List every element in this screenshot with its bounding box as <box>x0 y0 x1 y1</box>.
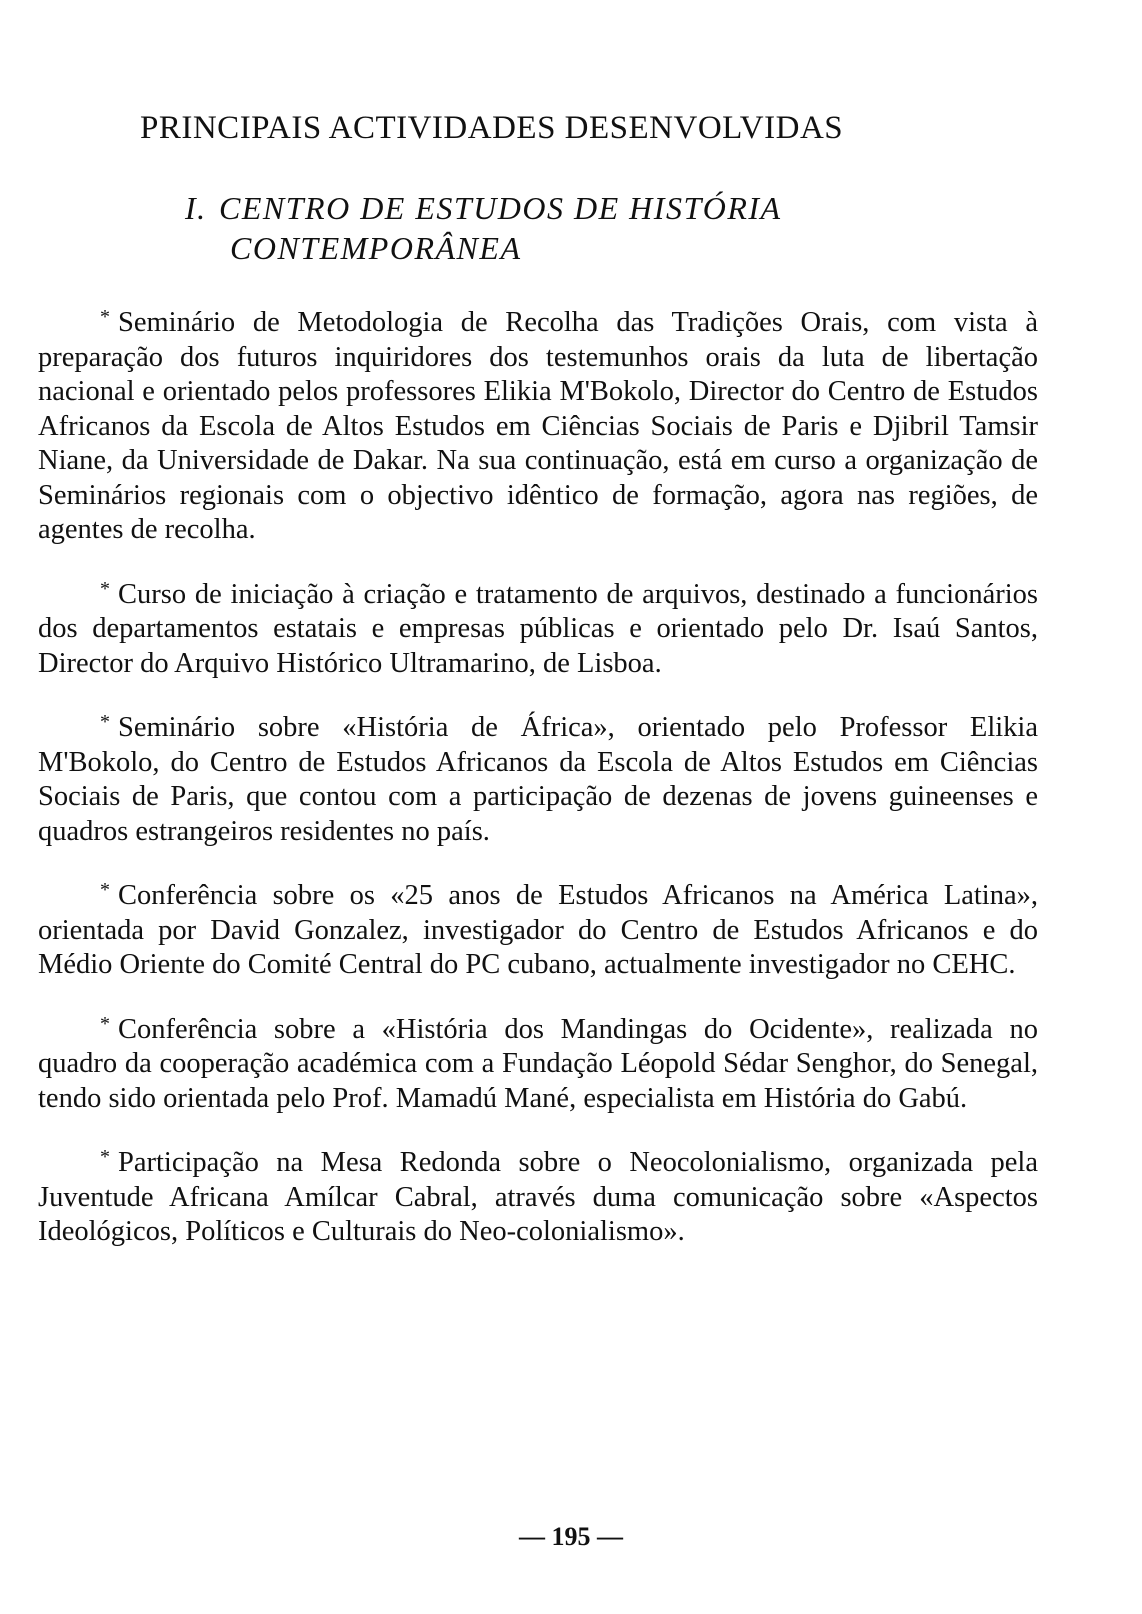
section-title-line1: CENTRO DE ESTUDOS DE HISTÓRIA <box>219 190 782 226</box>
section-title-line2: CONTEMPORÂNEA <box>230 230 522 266</box>
page-heading: PRINCIPAIS ACTIVIDADES DESENVOLVIDAS <box>140 110 844 146</box>
paragraph-text: Seminário de Metodologia de Recolha das Tradições Orais, com vista à preparação dos futuros inquiridores dos testemunhos orais da luta de libertação nacional e orientado pelos professores Elikia M'Bokolo, Director do Centro de Estudos Africanos da Escola de Altos Estudos em Ciências Sociais de Paris e Djibril Tamsir Niane, da Universidade de Dakar. Na sua continuação, está em curso a organização de Seminários regionais com o objectivo idêntico de formação, agora nas regiões, de agentes de recolha. <box>38 307 1038 545</box>
paragraph-5 <box>38 1007 1038 1117</box>
paragraph-6 <box>38 1140 1038 1250</box>
paragraph-text: Curso de iniciação à criação e tratamento de arquivos, destinado a funcionários dos departamentos estatais e empresas públicas e orientado pelo Dr. Isaú Santos, Director do Arquivo Histórico Ultramarino, de Lisboa. <box>38 578 1038 679</box>
bullet-asterisk: * <box>100 711 110 733</box>
section-number: I. <box>185 190 207 226</box>
paragraph-4 <box>38 873 1038 983</box>
paragraph-3 <box>38 705 1038 849</box>
bullet-asterisk: * <box>100 1012 110 1035</box>
page-number: — 195 — <box>519 1522 623 1551</box>
paragraph-text: Participação na Mesa Redonda sobre o Neocolonialismo, organizada pela Juventude Africana Amílcar Cabral, através duma comunicação sobre «Aspectos Ideológicos, Políticos e Culturais do Neo-colonialismo». <box>38 1147 1038 1247</box>
bullet-asterisk: * <box>100 306 110 328</box>
paragraph-text: Seminário sobre «História de África», orientado pelo Professor Elikia M'Bokolo, do Centro de Estudos Africanos da Escola de Altos Estudos em Ciências Sociais de Paris, que contou com a participação de dezenas de jovens guineenses e quadros estrangeiros residentes no país. <box>38 712 1038 847</box>
bullet-asterisk: * <box>100 577 110 600</box>
section-title <box>185 188 782 268</box>
paragraph-text: Conferência sobre os «25 anos de Estudos Africanos na América Latina», orientada por David Gonzalez, investigador do Centro de Estudos Africanos e do Médio Oriente do Comité Central do PC cubano, actualmente investigador no CEHC. <box>38 880 1038 980</box>
paragraph-text: Conferência sobre a «História dos Mandingas do Ocidente», realizada no quadro da cooperação académica com a Fundação Léopold Sédar Senghor, do Senegal, tendo sido orientada pelo Prof. Mamadú Mané, especialista em História do Gabú. <box>38 1013 1038 1114</box>
paragraph-1 <box>38 300 1038 548</box>
bullet-asterisk: * <box>100 1146 110 1168</box>
bullet-asterisk: * <box>100 879 110 901</box>
document-body <box>38 300 1038 1274</box>
paragraph-2 <box>38 572 1038 682</box>
